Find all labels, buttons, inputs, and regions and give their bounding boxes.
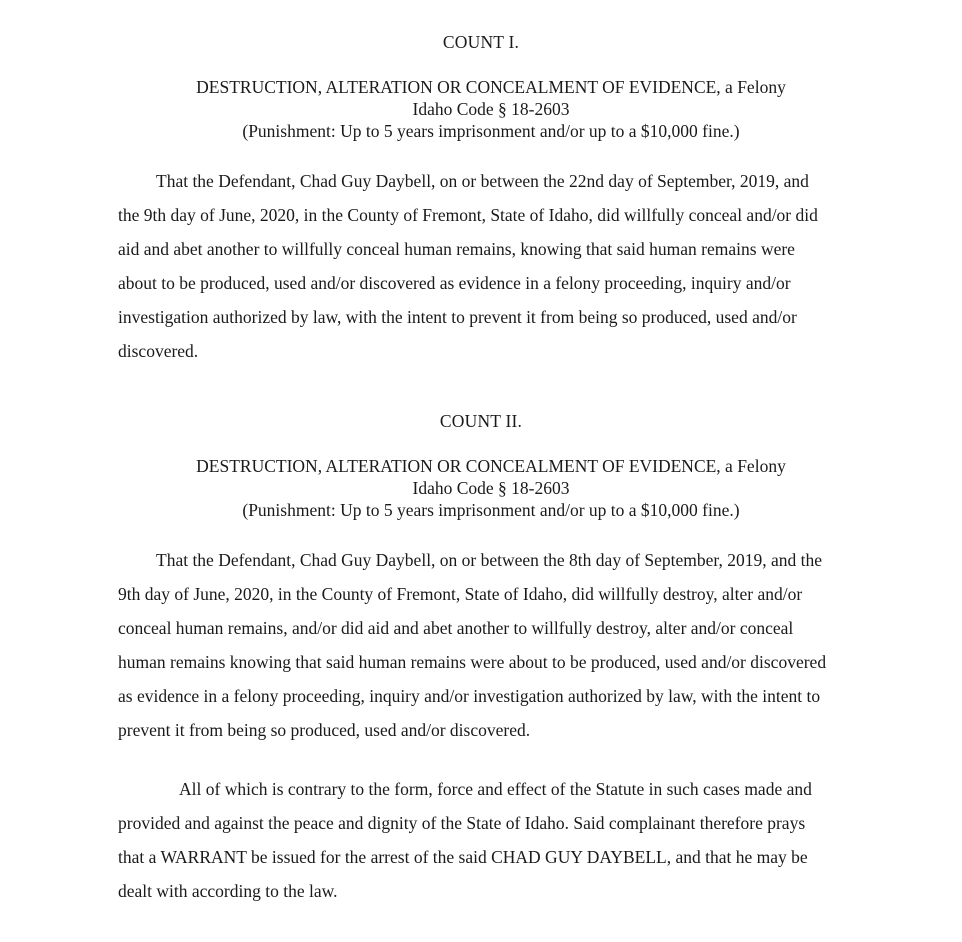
closing-line: provided and against the peace and dignity of the State of Idaho. Said complainant therefore prays [118, 813, 806, 833]
count-1-line: That the Defendant, Chad Guy Daybell, on or between the 22nd day of September, 2019, and [156, 171, 809, 191]
count-1-paragraph [118, 164, 878, 368]
count-2-code: Idaho Code § 18-2603 [412, 478, 570, 498]
count-2-line: conceal human remains, and/or did aid and abet another to willfully destroy, alter and/or conceal [118, 618, 794, 638]
count-2-header [0, 455, 962, 521]
closing-line: dealt with according to the law. [118, 881, 338, 901]
count-1-line: about to be produced, used and/or discovered as evidence in a felony proceeding, inquiry and/or [118, 273, 791, 293]
closing-line: All of which is contrary to the form, force and effect of the Statute in such cases made and [179, 779, 812, 799]
count-1-header [0, 76, 962, 142]
count-1-offense: DESTRUCTION, ALTERATION OR CONCEALMENT OF EVIDENCE, a Felony [196, 77, 786, 97]
count-1-punishment: (Punishment: Up to 5 years imprisonment and/or up to a $10,000 fine.) [242, 121, 740, 141]
count-2-line: 9th day of June, 2020, in the County of Fremont, State of Idaho, did willfully destroy, alter and/or [118, 584, 803, 604]
count-1-title: COUNT I. [442, 32, 520, 52]
count-2-line: human remains knowing that said human remains were about to be produced, used and/or discovered [118, 652, 827, 672]
count-2-line: as evidence in a felony proceeding, inquiry and/or investigation authorized by law, with the intent to [118, 686, 821, 706]
count-2-offense: DESTRUCTION, ALTERATION OR CONCEALMENT OF EVIDENCE, a Felony [196, 456, 786, 476]
count-1-line: aid and abet another to willfully conceal human remains, knowing that said human remains were [118, 239, 795, 259]
closing-line: that a WARRANT be issued for the arrest of the said CHAD GUY DAYBELL, and that he may be [118, 847, 808, 867]
count-2-title: COUNT II. [439, 411, 523, 431]
closing-paragraph [118, 772, 878, 908]
count-1-code: Idaho Code § 18-2603 [412, 99, 570, 119]
count-2-punishment: (Punishment: Up to 5 years imprisonment and/or up to a $10,000 fine.) [242, 500, 740, 520]
count-1-line: discovered. [118, 341, 199, 361]
count-2-line: prevent it from being so produced, used and/or discovered. [118, 720, 531, 740]
count-1-line: investigation authorized by law, with the intent to prevent it from being so produced, used and/or [118, 307, 797, 327]
count-1-line: the 9th day of June, 2020, in the County of Fremont, State of Idaho, did willfully conceal and/or did [118, 205, 818, 225]
count-2-paragraph [118, 543, 878, 747]
count-2-line: That the Defendant, Chad Guy Daybell, on or between the 8th day of September, 2019, and the [156, 550, 823, 570]
